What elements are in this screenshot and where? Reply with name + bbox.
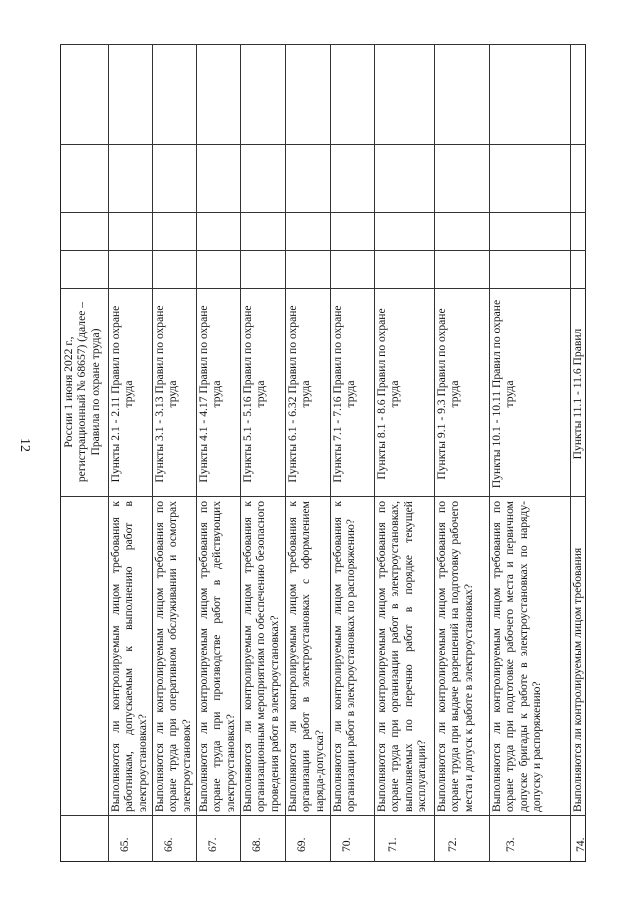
question-text: Выполняются ли контролируемым лицом требования по охране труда при производстве работ в действующих электроустановках? <box>197 501 237 812</box>
reference-cell <box>197 290 239 494</box>
reference-text: Пункты 11.1 - 11.6 Правил <box>571 328 584 460</box>
question-cell <box>197 497 239 814</box>
reference-text: Пункты 5.1 - 5.16 Правил по охране труда <box>241 305 268 483</box>
question-text: Выполняются ли контролируемым лицом требования по охране труда при организации работ в электроустановках, выполняемых по перечню работ в порядке текущей эксплуатации? <box>375 501 429 812</box>
header-line: России 1 июня 2022 г., <box>62 336 75 448</box>
grid-line <box>60 288 586 289</box>
header-fragment <box>62 290 106 494</box>
question-cell <box>571 497 585 814</box>
question-cell <box>375 497 433 814</box>
grid-line <box>60 44 586 45</box>
grid-line <box>60 815 586 816</box>
grid-line <box>60 144 586 145</box>
question-text: Выполняются ли контролируемым лицом требования к организации работ в электроустановках по распоряжению? <box>331 501 358 812</box>
row-number: 70. <box>340 837 353 852</box>
reference-cell <box>490 290 569 494</box>
reference-cell <box>286 290 329 494</box>
question-cell <box>286 497 329 814</box>
row-number: 74. <box>574 837 587 852</box>
question-text: Выполняются ли контролируемым лицом требования по охране труда при оперативном обслуживании и осмотрах электроустановок? <box>153 501 193 812</box>
reference-text: Пункты 6.1 - 6.32 Правил по охране труда <box>286 305 313 483</box>
question-cell <box>331 497 373 814</box>
question-text: Выполняются ли контролируемым лицом требования по охране труда при выдаче разрешений на подготовку рабочего места и допуск к работе в электроустановках? <box>435 501 475 812</box>
reference-cell <box>435 290 488 494</box>
question-text: Выполняются ли контролируемым лицом требования к организации работ в электроустановках с оформлением наряда-допуска? <box>286 501 326 812</box>
question-text: Выполняются ли контролируемым лицом требования по охране труда при подготовке рабочего места и первичном допуске бригады к работе в электроустановках по наряду-допуску и распоряжению? <box>490 501 544 812</box>
row-number: 66. <box>162 837 175 852</box>
question-cell <box>435 497 488 814</box>
reference-cell <box>109 290 151 494</box>
reference-cell <box>375 290 433 494</box>
row-number: 71. <box>386 837 399 852</box>
question-text: Выполняются ли контролируемым лицом требования к работникам, допускаемым к выполнению работ в электроустановках? <box>109 501 149 812</box>
question-text: Выполняются ли контролируемым лицом требования <box>571 547 584 812</box>
row-number: 69. <box>295 837 308 852</box>
reference-text: Пункты 3.1 - 3.13 Правил по охране труда <box>153 305 180 483</box>
reference-text: Пункты 9.1 - 9.3 Правил по охране труда <box>435 308 462 480</box>
reference-cell <box>153 290 195 494</box>
row-number: 73. <box>504 837 517 852</box>
row-number: 72. <box>446 837 459 852</box>
grid-line <box>60 250 586 251</box>
row-number: 67. <box>206 837 219 852</box>
grid-line <box>60 212 586 213</box>
question-cell <box>241 497 284 814</box>
question-cell <box>490 497 569 814</box>
question-text: Выполняются ли контролируемым лицом требования к организационным мероприятиям по обеспечению безопасного проведения работ в электроустановках? <box>241 501 281 812</box>
reference-text: Пункты 7.1 - 7.16 Правил по охране труда <box>331 305 358 483</box>
row-number: 65. <box>118 837 131 852</box>
reference-cell <box>331 290 373 494</box>
reference-cell <box>571 290 585 494</box>
reference-text: Пункты 8.1 - 8.6 Правил по охране труда <box>375 308 402 480</box>
header-line: регистрационный № 68657) (далее – <box>75 301 89 483</box>
reference-cell <box>241 290 284 494</box>
header-line: Правила по охране труда) <box>88 328 102 456</box>
reference-text: Пункты 2.1 - 2.11 Правил по охране труда <box>109 305 136 483</box>
question-cell <box>109 497 151 814</box>
row-number: 68. <box>250 837 263 852</box>
page-number: 12 <box>17 438 32 452</box>
reference-text: Пункты 4.1 - 4.17 Правил по охране труда <box>197 305 224 483</box>
question-cell <box>153 497 195 814</box>
reference-text: Пункты 10.1 - 10.11 Правил по охране труда <box>490 299 517 489</box>
